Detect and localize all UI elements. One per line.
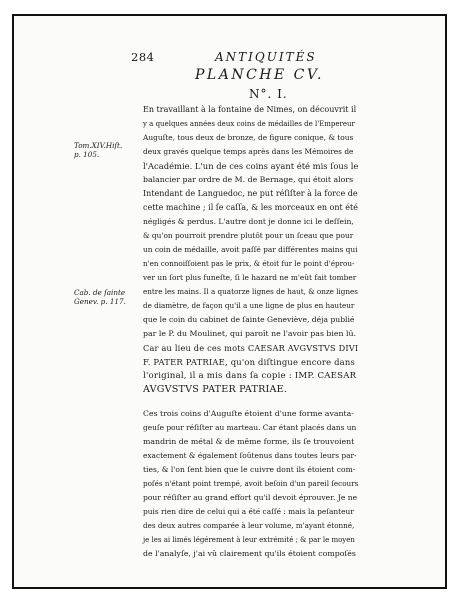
- text-line: exactement & également ſoûtenus dans toutes leurs par-: [143, 451, 357, 460]
- running-head: ANTIQUITÉS: [215, 50, 317, 64]
- text-line: Auguſte, tous deux de bronze, de figure conique, & tous: [143, 133, 354, 142]
- margin-note-hist: [74, 141, 122, 159]
- body-text: [143, 103, 358, 561]
- margin-note-cabinet: [74, 288, 126, 306]
- text-line: Ces trois coins d'Auguſte étoient d'une forme avanta-: [143, 409, 354, 418]
- text-line: des deux autres comparée à leur volume, m'ayant étonné,: [143, 521, 355, 530]
- text-line: F. PATER PATRIAE, qu'on diſtingue encore dans: [143, 357, 355, 367]
- text-line: l'Académie. L'un de ces coins ayant été mis ſous le: [143, 161, 359, 171]
- text-line: cette machine ; il ſe caſſa, & les morceaux en ont été: [143, 203, 358, 212]
- number-heading: N°. I.: [249, 87, 288, 101]
- text-line: ties, & l'on ſent bien que le cuivre dont ils étoient com-: [143, 465, 356, 474]
- margin-note-line: Cab. de ſainte: [74, 288, 126, 297]
- text-line: pour réſiſter au grand effort qu'il devoit éprouver. Je ne: [143, 493, 358, 502]
- text-line: geuſe pour réſiſter au marteau. Car étant placés dans un: [143, 423, 357, 432]
- plate-title: PLANCHE CV.: [195, 67, 324, 83]
- page-number: 284: [131, 50, 155, 64]
- text-line: AVGVSTVS PATER PATRIAE.: [143, 384, 288, 395]
- margin-note-line: Genev. p. 117.: [74, 297, 126, 306]
- text-line: deux gravés quelque temps après dans les Mémoires de: [143, 147, 354, 156]
- text-line: que le coin du cabinet de ſainte Geneviève, déja publié: [143, 315, 355, 324]
- text-line: y a quelques années deux coins de médailles de l'Empereur: [143, 120, 355, 128]
- text-line: entre les mains. Il a quatorze lignes de haut, & onze lignes: [143, 287, 358, 296]
- text-line: n'en connoiſſoient pas le prix, & étoit fur le point d'éprou-: [143, 259, 355, 268]
- text-line: En travaillant à la fontaine de Nimes, on découvrit il: [143, 105, 357, 114]
- margin-note-line: p. 105.: [74, 150, 100, 159]
- text-line: un coin de médaille, avoit paſſé par différentes mains qui: [143, 245, 358, 254]
- text-line: je les ai limés légérement à leur extrémité ; & par le moyen: [143, 536, 355, 544]
- text-line: Car au lieu de ces mots CAESAR AVGVSTVS DIVI: [143, 343, 359, 353]
- paragraph-2: [143, 407, 358, 561]
- text-line: balancier par ordre de M. de Bernage, qui étoit alors: [143, 175, 354, 184]
- text-line: Intendant de Languedoc, ne put réſiſter à la force de: [143, 189, 358, 198]
- text-line: de diamètre, de façon qu'il a une ligne de plus en hauteur: [143, 301, 355, 310]
- text-line: par le P. du Moulinet, qui paroît ne l'avoir pas bien lû.: [143, 329, 357, 338]
- text-line: mandrin de métal & de même forme, ils ſe trouvoient: [143, 437, 355, 446]
- text-line: négligés & perdus. L'autre dont je donne ici le deſſein,: [143, 217, 354, 226]
- text-line: ver un ſort plus funeſte, ſi le hazard ne m'eût fait tomber: [143, 273, 357, 282]
- text-line: & qu'on pourroit prendre plutôt pour un ſceau que pour: [143, 231, 354, 240]
- text-line: puis rien dire de celui qui a été caſſé : mais la peſanteur: [143, 507, 354, 516]
- text-line: de l'analyſe, j'ai vû clairement qu'ils étoient compoſés: [143, 549, 356, 558]
- paragraph-1: [143, 103, 358, 397]
- margin-note-line: Tom.XIV.Hiſt.: [74, 141, 123, 150]
- text-line: poſés n'étant point trempé, avoit beſoin d'un pareil ſecours: [143, 479, 359, 488]
- text-line: l'original, il a mis dans ſa copie : IMP. CAESAR: [143, 371, 357, 381]
